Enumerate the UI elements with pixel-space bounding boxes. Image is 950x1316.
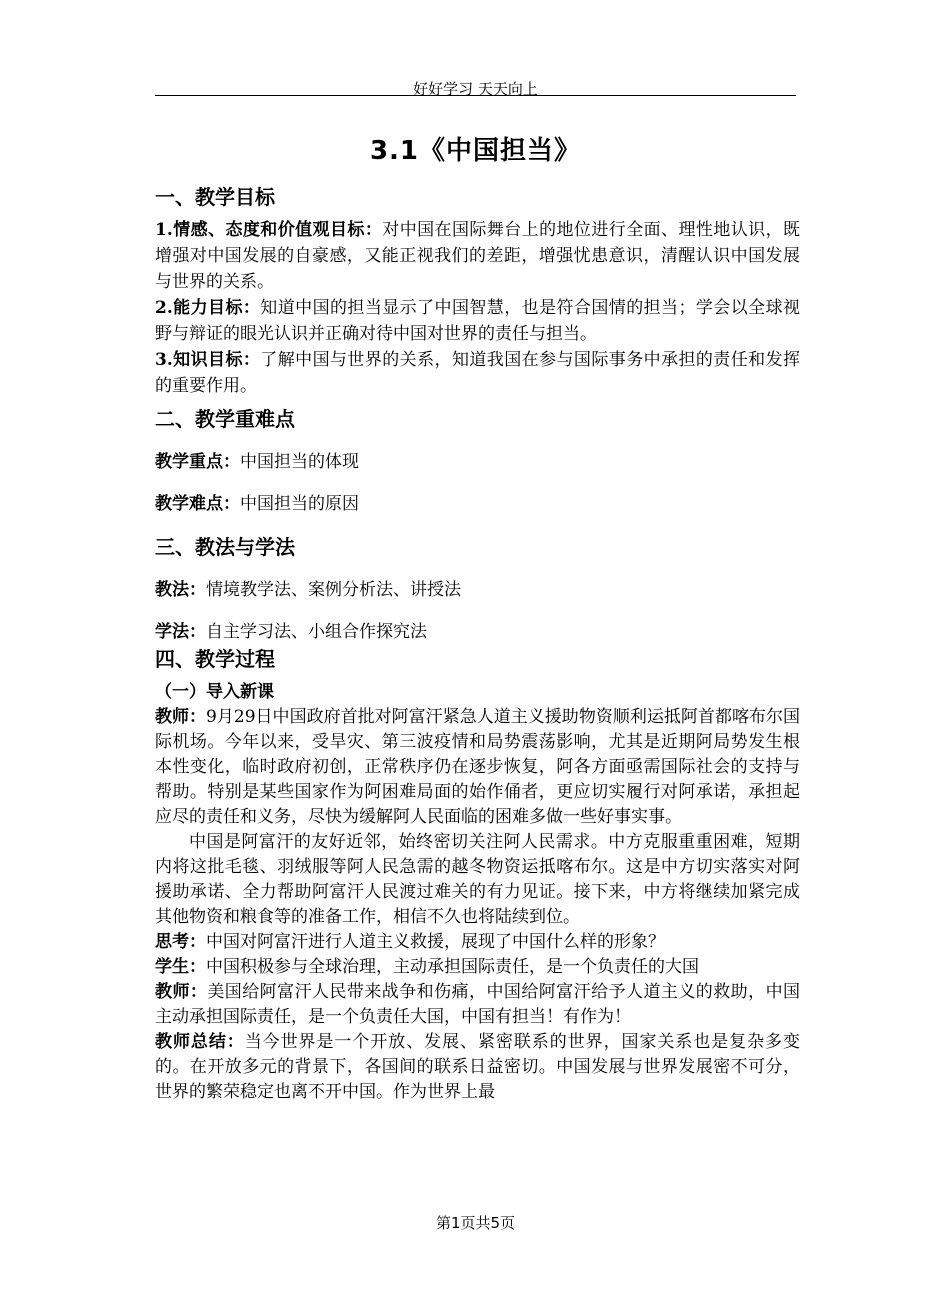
document-title: 3.1《中国担当》: [369, 136, 582, 166]
objective-text: 知道中国的担当显示了中国智慧，也是符合国情的担当；学会以全球视野与辩证的眼光认识并正确对待中国对世界的责任与担当。: [155, 298, 801, 344]
learning-method-text: 自主学习法、小组合作探究法: [206, 622, 427, 642]
dialogue-teacher: [155, 980, 800, 1030]
difficult-point: [155, 491, 800, 517]
section-heading-objectives: 一、教学目标: [155, 185, 275, 209]
process-block: [155, 705, 800, 1105]
difficult-point-label: 教学难点：: [155, 494, 240, 514]
paragraph: 中国是阿富汗的友好近邻，始终密切关注阿人民需求。中方克服重重困难，短期内将这批毛毯、羽绒服等阿人民急需的越冬物资运抵喀布尔。这是中方切实落实对阿援助承诺、全力帮助阿富汗人民渡过难关的有力见证。接下来，中方将继续加紧完成其他物资和粮食等的准备工作，相信不久也将陆续到位。: [155, 832, 800, 927]
think-text: 中国对阿富汗进行人道主义救援，展现了中国什么样的形象？: [206, 932, 665, 952]
section-heading-methods: 三、教法与学法: [155, 535, 295, 559]
dialogue-student: [155, 955, 800, 980]
dialogue-text: 美国给阿富汗人民带来战争和伤痛，中国给阿富汗给予人道主义的救助，中国主动承担国际责任，是一个负责任大国，中国有担当！有作为！: [155, 982, 801, 1027]
key-point: [155, 449, 800, 475]
objective-label: 1.情感、态度和价值观目标：: [155, 220, 383, 240]
objective-text: 对中国在国际舞台上的地位进行全面、理性地认识，既增强对中国发展的自豪感，又能正视我们的差距，增强忧患意识，清醒认识中国发展与世界的关系。: [155, 220, 801, 292]
speaker-label: 学生：: [155, 957, 206, 977]
learning-method-label: 学法：: [155, 622, 206, 642]
objective-item: [155, 217, 800, 295]
page-footer: 第1页共5页: [435, 1214, 516, 1232]
objective-item: [155, 347, 800, 399]
speaker-label: 教师：: [155, 982, 208, 1002]
think-label: 思考：: [155, 932, 206, 952]
objective-text: 了解中国与世界的关系，知道我国在参与国际事务中承担的责任和发挥的重要作用。: [155, 350, 801, 396]
page-header: 好好学习 天天向上: [413, 80, 538, 98]
subsection-heading: （一）导入新课: [155, 682, 274, 702]
summary-text: 当今世界是一个开放、发展、紧密联系的世界，国家关系也是复杂多变的。在开放多元的背景下，各国间的联系日益密切。中国发展与世界发展密不可分，世界的繁荣稳定也离不开中国。作为世界上最: [155, 1032, 801, 1102]
difficult-point-text: 中国担当的原因: [240, 494, 359, 514]
document-body: [155, 183, 800, 1105]
header-divider: [155, 95, 796, 96]
dialogue-text: 9月29日中国政府首批对阿富汗紧急人道主义援助物资顺利运抵阿首都喀布尔国际机场。今年以来，受旱灾、第三波疫情和局势震荡影响，尤其是近期阿局势发生根本性变化，临时政府初创，正常秩序仍在逐步恢复，阿各方面亟需国际社会的支持与帮助。特别是某些国家作为阿困难局面的始作俑者，更应切实履行对阿承诺，承担起应尽的责任和义务，尽快为缓解阿人民面临的困难多做一些好事实事。: [155, 707, 800, 827]
objective-item: [155, 295, 800, 347]
objective-label: 2.能力目标：: [155, 298, 261, 318]
key-point-text: 中国担当的体现: [240, 452, 359, 472]
teaching-method: [155, 577, 800, 603]
learning-method: [155, 619, 800, 645]
think-prompt: [155, 930, 800, 955]
section-heading-process: 四、教学过程: [155, 647, 275, 671]
dialogue-text: 中国积极参与全球治理，主动承担国际责任，是一个负责任的大国: [206, 957, 699, 977]
objective-label: 3.知识目标：: [155, 350, 261, 370]
speaker-label: 教师：: [155, 707, 207, 727]
dialogue-teacher: [155, 705, 800, 830]
teaching-method-text: 情境教学法、案例分析法、讲授法: [206, 580, 461, 600]
key-point-label: 教学重点：: [155, 452, 240, 472]
summary-label: 教师总结：: [155, 1032, 245, 1052]
section-heading-key-points: 二、教学重难点: [155, 407, 295, 431]
teacher-summary: [155, 1030, 800, 1105]
teaching-method-label: 教法：: [155, 580, 206, 600]
